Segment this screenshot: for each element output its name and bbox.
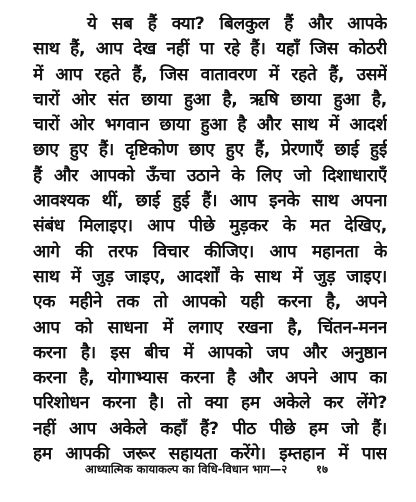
- body-text: [33, 12, 387, 467]
- text-line: ये सब हैं क्या? बिलकुल हैं और आपके: [87, 14, 387, 34]
- text-line: चारों ओर भगवान छाया हुआ है और साथ में आदर्श: [33, 115, 387, 136]
- text-line: करना है। इस बीच में आपको जप और अनुष्ठान: [33, 342, 387, 363]
- text-line: आवश्यक थीं, छाई हुई हैं। आप इनके साथ अपना: [33, 191, 387, 212]
- text-line: आप को साधना में लगाए रखना है, चिंतन-मनन: [33, 317, 387, 338]
- text-line: साथ हैं, आप देख नहीं पा रहे हैं। यहाँ जिस कोठरी: [33, 39, 387, 60]
- text-line: नहीं आप अकेले कहाँ हैं? पीठ पीछे हम जो हैं।: [33, 418, 387, 439]
- text-line: एक महीने तक तो आपको यही करना है, अपने: [33, 292, 387, 313]
- text-line: हैं और आपको ऊँचा उठाने के लिए जो दिशाधाराएँ: [33, 165, 387, 186]
- text-line: परिशोधन करना है। तो क्या हम अकेले कर लेंगे?: [33, 393, 387, 414]
- page-footer: [63, 458, 363, 480]
- text-line: साथ में जुड़ जाइए, आदर्शों के साथ में जुड़ जाइए।: [33, 266, 387, 287]
- text-line: आगे की तरफ विचार कीजिए। आप महानता के: [33, 241, 387, 262]
- text-line: में आप रहते हैं, जिस वातावरण में रहते हैं, उसमें: [33, 64, 387, 85]
- page-number: १७: [316, 462, 328, 476]
- running-title: आध्यात्मिक कायाकल्प का विधि-विधान भाग—२: [85, 462, 288, 476]
- text-line: संबंध मिलाइए। आप पीछे मुड़कर के मत देखिए,: [33, 216, 387, 237]
- text-line: हम आपकी जरूर सहायता करेंगे। इम्तहान में पास: [33, 444, 387, 465]
- text-line: चारों ओर संत छाया हुआ है, ऋषि छाया हुआ है,: [33, 89, 387, 110]
- text-line: छाए हुए हैं। दृष्टिकोण छाए हुए हैं, प्रेरणाएँ छाई हुई: [33, 140, 387, 161]
- text-line: करना है, योगाभ्यास करना है और अपने आप का: [33, 368, 387, 389]
